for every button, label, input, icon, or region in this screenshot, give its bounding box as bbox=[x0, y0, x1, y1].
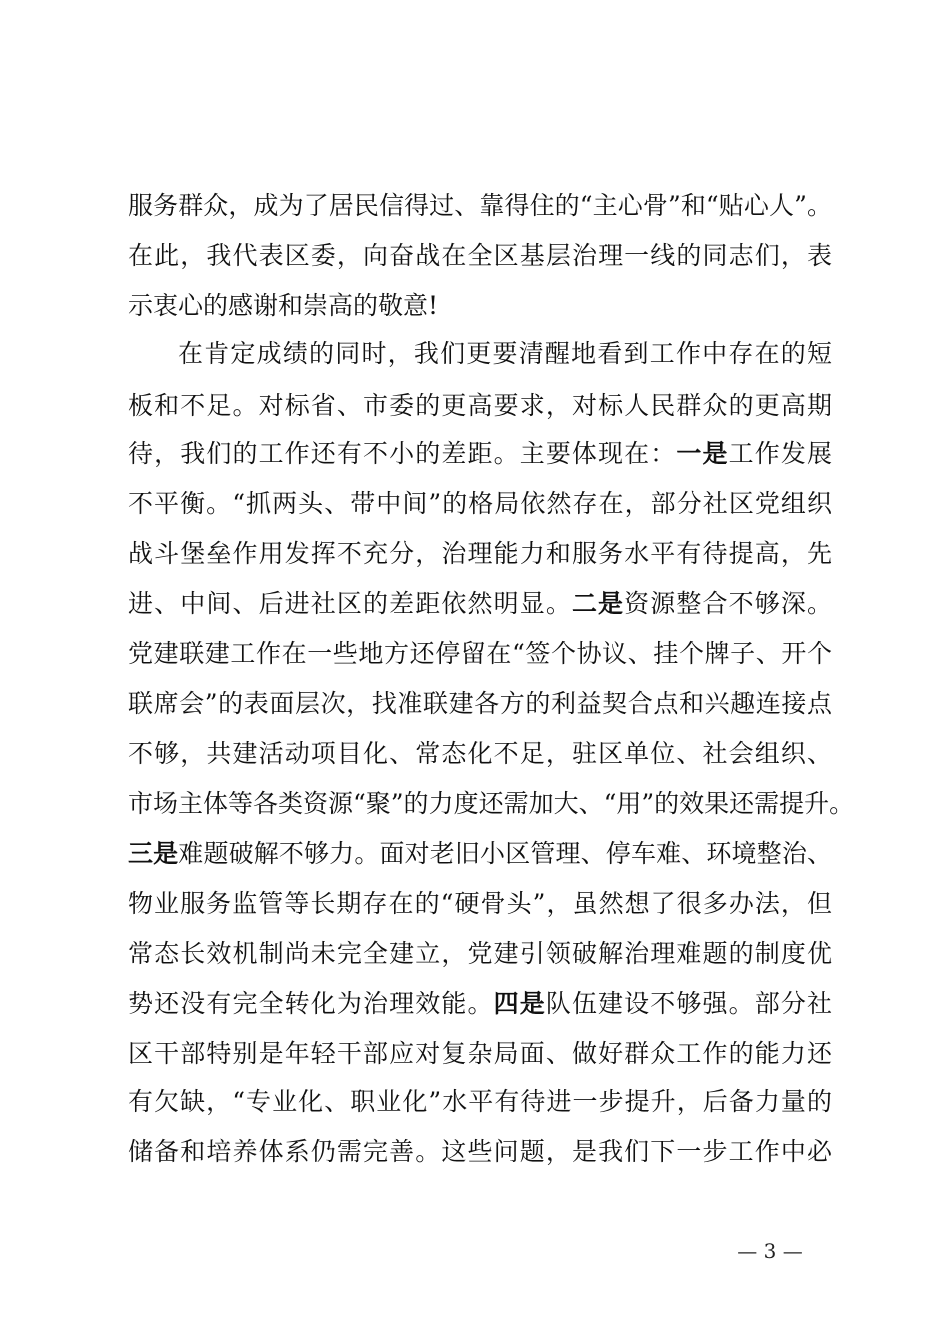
text-segment: 常态长效机制尚未完全建立，党建引领破解治理难题的制度优 bbox=[128, 939, 832, 968]
bold-lead-text: 二是 bbox=[571, 589, 625, 618]
text-segment: 服务群众，成为了居民信得过、靠得住的“主心骨”和“贴心人”。 bbox=[128, 191, 832, 220]
text-segment: 有欠缺，“专业化、职业化”水平有待进一步提升，后备力量的 bbox=[128, 1087, 832, 1116]
text-line bbox=[128, 479, 832, 529]
text-line bbox=[128, 231, 832, 281]
text-segment: 资源整合不够深。 bbox=[624, 589, 832, 618]
text-line bbox=[128, 679, 832, 729]
text-line bbox=[128, 381, 832, 431]
text-line bbox=[128, 829, 832, 879]
text-segment: 板和不足。对标省、市委的更高要求，对标人民群众的更高期 bbox=[128, 391, 832, 420]
text-line bbox=[128, 281, 832, 331]
text-segment: 联席会”的表面层次，找准联建各方的利益契合点和兴趣连接点 bbox=[128, 689, 832, 718]
text-segment: 不够，共建活动项目化、常态化不足，驻区单位、社会组织、 bbox=[128, 739, 832, 768]
text-line bbox=[178, 329, 832, 379]
text-line bbox=[128, 529, 832, 579]
text-segment: 待，我们的工作还有不小的差距。主要体现在： bbox=[128, 439, 677, 468]
text-line bbox=[128, 979, 832, 1029]
bold-lead-text: 三是 bbox=[128, 839, 179, 868]
text-line bbox=[128, 879, 832, 929]
text-segment: 示衷心的感谢和崇高的敬意! bbox=[128, 291, 439, 320]
text-segment: 战斗堡垒作用发挥不充分，治理能力和服务水平有待提高，先 bbox=[128, 539, 832, 568]
text-segment: 势还没有完全转化为治理效能。 bbox=[128, 989, 494, 1018]
text-line bbox=[128, 429, 832, 479]
text-segment: 在此，我代表区委，向奋战在全区基层治理一线的同志们，表 bbox=[128, 241, 832, 270]
text-line bbox=[128, 779, 855, 829]
text-segment: 工作发展 bbox=[728, 439, 832, 468]
text-segment: 进、中间、后进社区的差距依然明显。 bbox=[128, 589, 572, 618]
text-line bbox=[128, 181, 832, 231]
text-segment: 市场主体等各类资源“聚”的力度还需加大、“用”的效果还需提升。 bbox=[128, 789, 855, 818]
text-segment: 在肯定成绩的同时，我们更要清醒地看到工作中存在的短 bbox=[178, 339, 832, 368]
bold-lead-text: 一是 bbox=[676, 439, 729, 468]
text-line bbox=[128, 579, 832, 629]
text-line bbox=[128, 629, 832, 679]
text-segment: 物业服务监管等长期存在的“硬骨头”，虽然想了很多办法，但 bbox=[128, 889, 832, 918]
text-segment: 区干部特别是年轻干部应对复杂局面、做好群众工作的能力还 bbox=[128, 1039, 832, 1068]
text-line bbox=[128, 729, 832, 779]
text-segment: 不平衡。“抓两头、带中间”的格局依然存在，部分社区党组织 bbox=[128, 489, 832, 518]
page-number: — 3 — bbox=[737, 1239, 803, 1263]
text-segment: 党建联建工作在一些地方还停留在“签个协议、挂个牌子、开个 bbox=[128, 639, 832, 668]
text-line bbox=[128, 1127, 832, 1177]
text-segment: 难题破解不够力。面对老旧小区管理、停车难、环境整治、 bbox=[178, 839, 832, 868]
text-line bbox=[128, 929, 832, 979]
text-line bbox=[128, 1077, 832, 1127]
bold-lead-text: 四是 bbox=[493, 989, 546, 1018]
text-segment: 储备和培养体系仍需完善。这些问题，是我们下一步工作中必 bbox=[128, 1137, 832, 1166]
text-line bbox=[128, 1029, 832, 1079]
text-segment: 队伍建设不够强。部分社 bbox=[545, 989, 832, 1018]
